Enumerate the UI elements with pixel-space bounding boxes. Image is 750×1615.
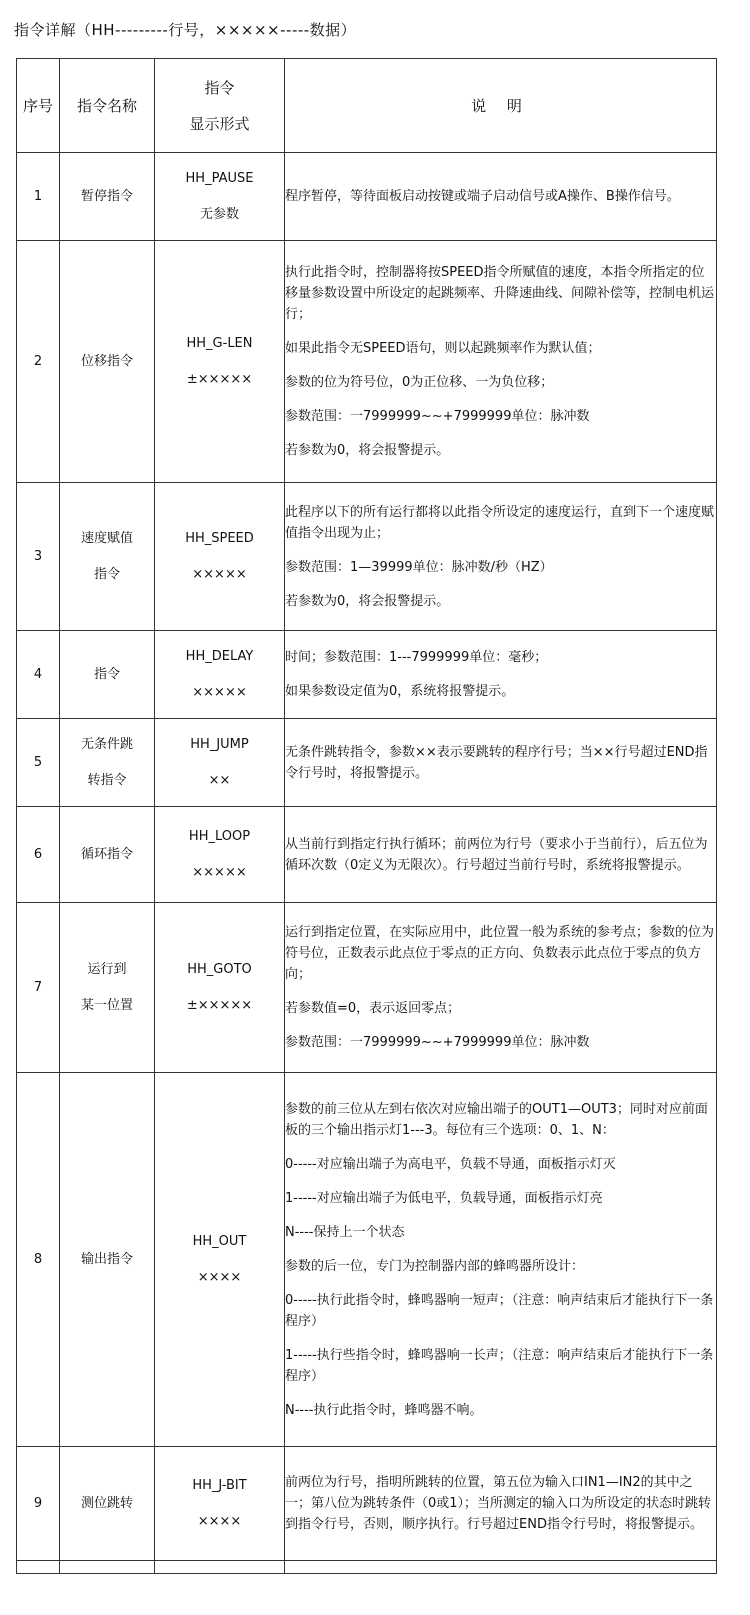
command-name-line: 循环指令	[80, 846, 133, 862]
display-form-line: HH_G-LEN	[186, 335, 253, 351]
empty-cell	[17, 1561, 60, 1574]
description-paragraph: N----执行此指令时，蜂鸣器不响。	[285, 1402, 483, 1418]
description-paragraph: 前两位为行号，指明所跳转的位置，第五位为输入口IN1—IN2的其中之一；第八位为跳转条件（0或1）；当所测定的输入口为所设定的状态时跳转到指令行号，否则，顺序执行。行号超过END指令行号时，将报警提示。	[285, 1475, 712, 1532]
command-name-line: 某一位置	[80, 997, 133, 1013]
description-paragraph: 参数的前三位从左到右依次对应输出端子的OUT1—OUT3；同时对应前面板的三个输出指示灯1---3。每位有三个选项：0、1、N：	[285, 1101, 708, 1138]
description-paragraph: 参数范围：1—39999单位：脉冲数/秒（HZ）	[285, 559, 553, 575]
description-paragraph: 参数范围：一7999999~~+7999999单位：脉冲数	[285, 409, 590, 424]
row-display-form	[155, 1073, 285, 1447]
row-description	[285, 807, 717, 903]
table-row	[17, 241, 717, 483]
display-form-line: ××××	[197, 1513, 242, 1529]
row-index: 2	[17, 241, 60, 483]
description-paragraph: 无条件跳转指令，参数××表示要跳转的程序行号；当××行号超过END指令行号时，将报警提示。	[285, 744, 708, 781]
row-index: 4	[17, 631, 60, 719]
description-paragraph: 此程序以下的所有运行都将以此指令所设定的速度运行，直到下一个速度赋值指令出现为止；	[285, 504, 715, 541]
command-name-line: 指令	[93, 666, 120, 682]
table-row	[17, 631, 717, 719]
header-index: 序号	[17, 59, 60, 153]
command-name-line: 测位跳转	[80, 1495, 133, 1511]
row-command-name	[60, 719, 155, 807]
row-index: 6	[17, 807, 60, 903]
empty-cell	[285, 1561, 717, 1574]
row-description	[285, 631, 717, 719]
table-row	[17, 153, 717, 241]
command-name-line: 无条件跳	[80, 736, 133, 752]
row-command-name	[60, 903, 155, 1073]
row-description	[285, 153, 717, 241]
row-display-form	[155, 631, 285, 719]
row-index: 1	[17, 153, 60, 241]
row-display-form	[155, 903, 285, 1073]
header-form	[155, 59, 285, 153]
table-row	[17, 1447, 717, 1561]
display-form-line: ±×××××	[186, 997, 253, 1013]
empty-cell	[60, 1561, 155, 1574]
table-row	[17, 807, 717, 903]
command-name-line: 暂停指令	[80, 188, 133, 204]
description-paragraph: 参数的后一位，专门为控制器内部的蜂鸣器所设计：	[285, 1258, 585, 1274]
display-form-line: HH_SPEED	[185, 530, 254, 546]
row-display-form	[155, 483, 285, 631]
row-display-form	[155, 153, 285, 241]
row-command-name	[60, 153, 155, 241]
command-table	[16, 58, 717, 1574]
description-paragraph: 运行到指定位置，在实际应用中，此位置一般为系统的参考点；参数的位为符号位，正数表示此点位于零点的正方向、负数表示此点位于零点的负方向；	[285, 925, 715, 982]
description-paragraph: 若参数为0，将会报警提示。	[285, 443, 450, 458]
display-form-line: HH_DELAY	[185, 648, 254, 664]
description-paragraph: 执行此指令时，控制器将按SPEED指令所赋值的速度，本指令所指定的位移量参数设置中所设定的起跳频率、升降速曲线、间隙补偿等，控制电机运行；	[285, 265, 715, 322]
display-form-line: HH_OUT	[192, 1233, 247, 1249]
display-form-line: HH_J-BIT	[192, 1477, 247, 1493]
table-row	[17, 719, 717, 807]
description-paragraph: 时间；参数范围：1---7999999单位：毫秒；	[285, 650, 548, 665]
display-form-line: ×××××	[192, 684, 247, 700]
description-paragraph: 从当前行到指定行执行循环；前两位为行号（要求小于当前行），后五位为循环次数（0定义为无限次）。行号超过当前行号时，系统将报警提示。	[285, 836, 708, 873]
row-display-form	[155, 241, 285, 483]
row-index: 9	[17, 1447, 60, 1561]
description-paragraph: 如果参数设定值为0，系统将报警提示。	[285, 684, 515, 699]
table-row-partial	[17, 1561, 717, 1574]
table-row	[17, 903, 717, 1073]
description-paragraph: 如果此指令无SPEED语句，则以起跳频率作为默认值；	[285, 341, 601, 356]
description-paragraph: 1-----对应输出端子为低电平，负载导通，面板指示灯亮	[285, 1190, 603, 1206]
row-description	[285, 241, 717, 483]
row-description	[285, 1073, 717, 1447]
row-description	[285, 719, 717, 807]
display-form-line: HH_PAUSE	[185, 170, 254, 186]
row-command-name	[60, 241, 155, 483]
description-paragraph: 0-----执行此指令时，蜂鸣器响一短声；（注意：响声结束后才能执行下一条程序）	[285, 1292, 714, 1329]
display-form-line: HH_JUMP	[190, 736, 249, 752]
row-index: 7	[17, 903, 60, 1073]
row-description	[285, 903, 717, 1073]
command-name-line: 指令	[93, 566, 120, 582]
command-name-line: 运行到	[87, 961, 127, 977]
row-command-name	[60, 1073, 155, 1447]
row-command-name	[60, 483, 155, 631]
description-paragraph: 程序暂停，等待面板启动按键或端子启动信号或A操作、B操作信号。	[285, 189, 680, 204]
header-description: 说 明	[285, 59, 717, 153]
row-index: 8	[17, 1073, 60, 1447]
header-form-line2: 显示形式	[189, 114, 250, 133]
table-header-row	[17, 59, 717, 153]
command-name-line: 转指令	[87, 772, 127, 788]
header-name: 指令名称	[60, 59, 155, 153]
empty-cell	[155, 1561, 285, 1574]
row-index: 3	[17, 483, 60, 631]
description-paragraph: 若参数值=0，表示返回零点；	[285, 1001, 461, 1016]
row-index: 5	[17, 719, 60, 807]
table-row	[17, 1073, 717, 1447]
display-form-line: 无参数	[199, 206, 239, 222]
command-name-line: 速度赋值	[80, 530, 133, 546]
row-display-form	[155, 1447, 285, 1561]
description-paragraph: 0-----对应输出端子为高电平，负载不导通，面板指示灯灭	[285, 1156, 616, 1172]
row-command-name	[60, 1447, 155, 1561]
row-description	[285, 1447, 717, 1561]
display-form-line: ×××××	[192, 566, 247, 582]
display-form-line: ××	[208, 772, 231, 788]
row-description	[285, 483, 717, 631]
display-form-line: ×××××	[192, 864, 247, 880]
description-paragraph: 若参数为0，将会报警提示。	[285, 593, 450, 609]
description-paragraph: 1-----执行些指令时，蜂鸣器响一长声；（注意：响声结束后才能执行下一条程序）	[285, 1347, 714, 1384]
description-paragraph: N----保持上一个状态	[285, 1224, 405, 1240]
table-row	[17, 483, 717, 631]
description-paragraph: 参数范围：一7999999~~+7999999单位：脉冲数	[285, 1035, 590, 1050]
page-title: 指令详解（HH---------行号，×××××-----数据）	[14, 21, 357, 39]
description-paragraph: 参数的位为符号位，0为正位移、一为负位移；	[285, 375, 554, 390]
row-command-name	[60, 807, 155, 903]
header-form-line1: 指令	[204, 78, 235, 97]
display-form-line: HH_GOTO	[187, 961, 252, 977]
row-display-form	[155, 807, 285, 903]
command-name-line: 位移指令	[80, 353, 133, 369]
display-form-line: ±×××××	[186, 371, 253, 387]
display-form-line: HH_LOOP	[188, 828, 251, 844]
display-form-line: ××××	[197, 1269, 242, 1285]
row-display-form	[155, 719, 285, 807]
row-command-name	[60, 631, 155, 719]
command-name-line: 输出指令	[80, 1251, 133, 1267]
